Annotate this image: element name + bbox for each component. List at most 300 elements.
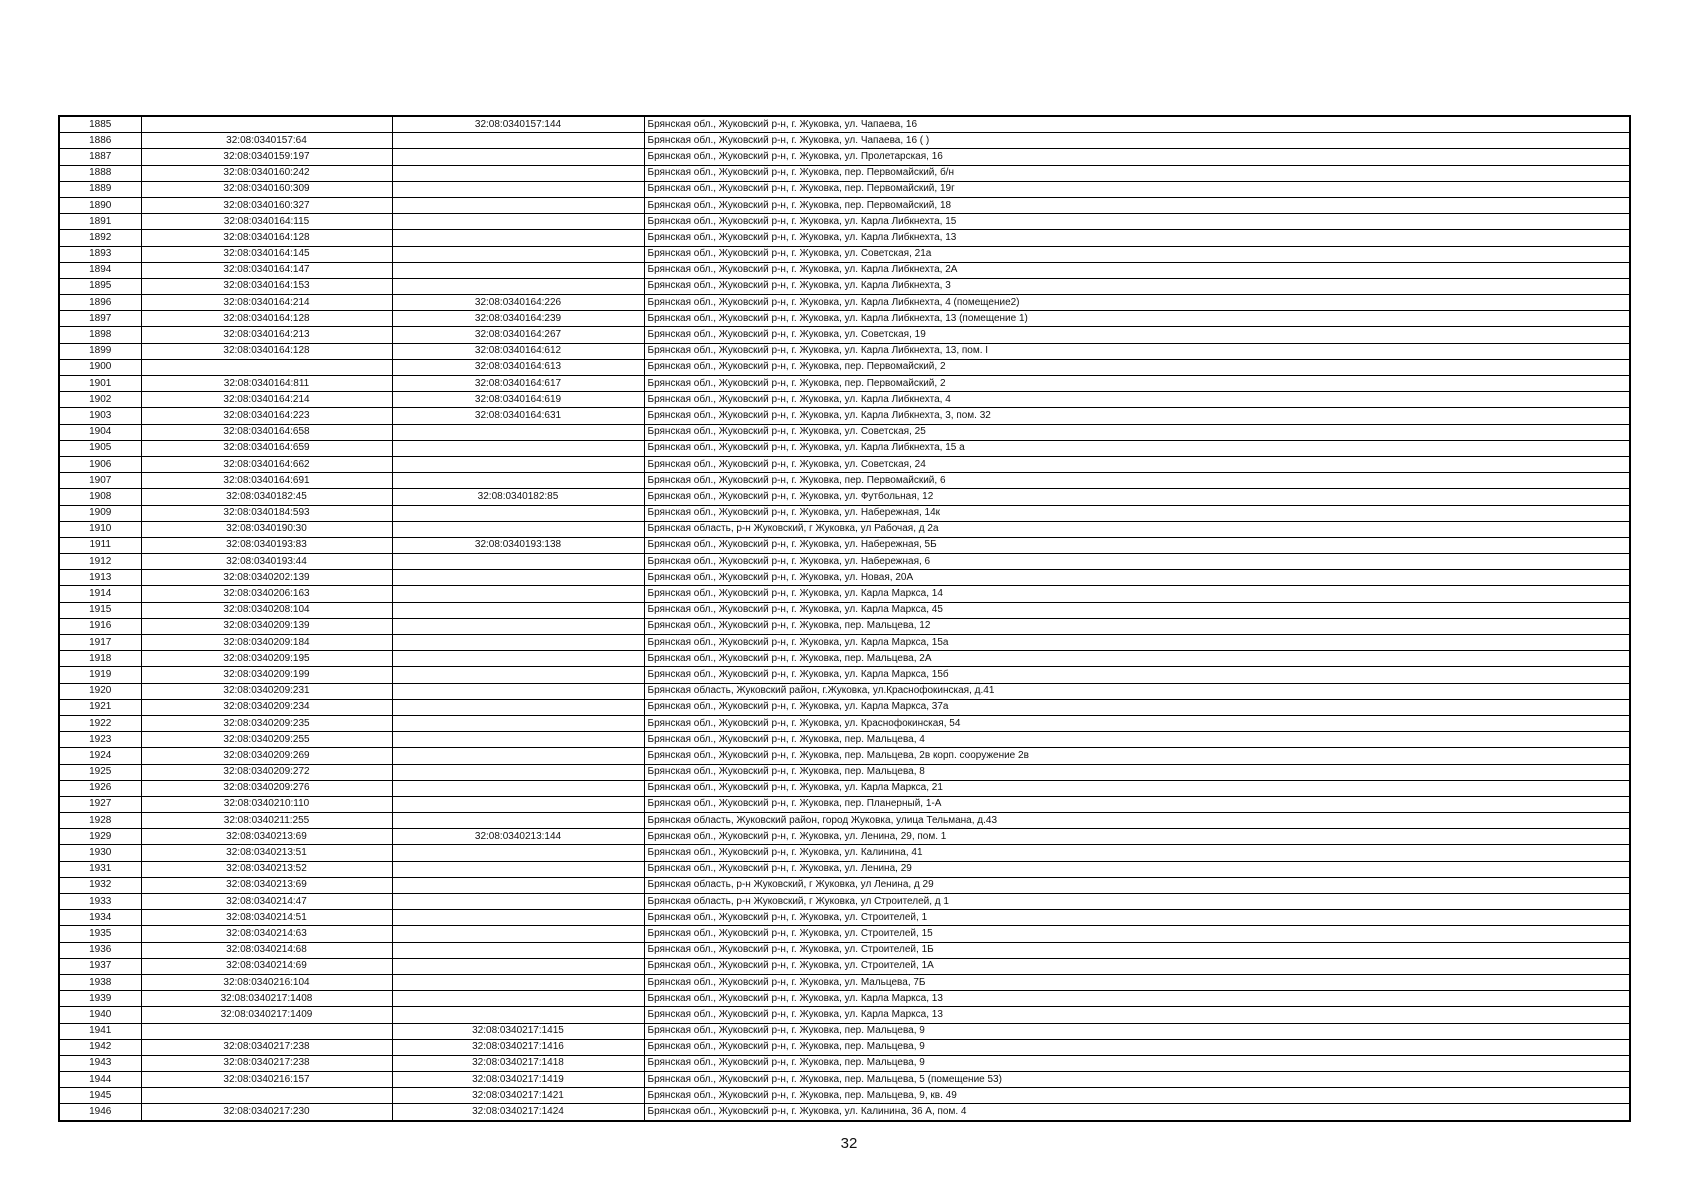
object-cadastral-cell [392,197,644,213]
land-cadastral-cell: 32:08:0340202:139 [141,570,392,586]
address-cell: Брянская обл., Жуковский р-н, г. Жуковка, ул. Строителей, 15 [644,926,1630,942]
land-cadastral-cell: 32:08:0340164:811 [141,376,392,392]
object-cadastral-cell: 32:08:0340217:1416 [392,1039,644,1055]
row-number-cell: 1885 [59,116,141,133]
land-cadastral-cell: 32:08:0340160:309 [141,181,392,197]
land-cadastral-cell: 32:08:0340213:69 [141,877,392,893]
address-cell: Брянская обл., Жуковский р-н, г. Жуковка, ул. Карла Либкнехта, 4 (помещение2) [644,295,1630,311]
address-cell: Брянская обл., Жуковский р-н, г. Жуковка, ул. Калинина, 36 А, пом. 4 [644,1104,1630,1121]
object-cadastral-cell [392,683,644,699]
address-cell: Брянская обл., Жуковский р-н, г. Жуковка, ул. Строителей, 1Б [644,942,1630,958]
address-cell: Брянская обл., Жуковский р-н, г. Жуковка, ул. Карла Либкнехта, 13 [644,230,1630,246]
table-row [59,958,1630,974]
land-cadastral-cell: 32:08:0340160:242 [141,165,392,181]
row-number-cell: 1912 [59,554,141,570]
table-row [59,230,1630,246]
object-cadastral-cell [392,796,644,812]
table-row [59,424,1630,440]
address-cell: Брянская обл., Жуковский р-н, г. Жуковка, пер. Мальцева, 9 [644,1023,1630,1039]
address-cell: Брянская обл., Жуковский р-н, г. Жуковка, ул. Советская, 21а [644,246,1630,262]
land-cadastral-cell: 32:08:0340209:269 [141,748,392,764]
table-row [59,618,1630,634]
land-cadastral-cell: 32:08:0340209:255 [141,732,392,748]
land-cadastral-cell: 32:08:0340209:234 [141,699,392,715]
address-cell: Брянская обл., Жуковский р-н, г. Жуковка, ул. Набережная, 5Б [644,537,1630,553]
address-cell: Брянская обл., Жуковский р-н, г. Жуковка, ул. Карла Маркса, 37а [644,699,1630,715]
row-number-cell: 1898 [59,327,141,343]
land-cadastral-cell: 32:08:0340164:213 [141,327,392,343]
row-number-cell: 1921 [59,699,141,715]
address-cell: Брянская обл., Жуковский р-н, г. Жуковка, пер. Первомайский, 2 [644,359,1630,375]
row-number-cell: 1944 [59,1072,141,1088]
object-cadastral-cell: 32:08:0340164:631 [392,408,644,424]
row-number-cell: 1915 [59,602,141,618]
object-cadastral-cell [392,424,644,440]
land-cadastral-cell: 32:08:0340210:110 [141,796,392,812]
object-cadastral-cell [392,570,644,586]
object-cadastral-cell [392,262,644,278]
address-cell: Брянская обл., Жуковский р-н, г. Жуковка, ул. Новая, 20А [644,570,1630,586]
row-number-cell: 1892 [59,230,141,246]
land-cadastral-cell: 32:08:0340217:1408 [141,991,392,1007]
object-cadastral-cell [392,230,644,246]
object-cadastral-cell: 32:08:0340164:239 [392,311,644,327]
land-cadastral-cell: 32:08:0340164:115 [141,214,392,230]
address-cell: Брянская обл., Жуковский р-н, г. Жуковка, ул. Пролетарская, 16 [644,149,1630,165]
row-number-cell: 1886 [59,133,141,149]
row-number-cell: 1907 [59,473,141,489]
table-row [59,635,1630,651]
row-number-cell: 1930 [59,845,141,861]
address-cell: Брянская обл., Жуковский р-н, г. Жуковка, пер. Мальцева, 12 [644,618,1630,634]
object-cadastral-cell [392,246,644,262]
table-row [59,343,1630,359]
table-row [59,521,1630,537]
row-number-cell: 1908 [59,489,141,505]
table-row [59,796,1630,812]
row-number-cell: 1903 [59,408,141,424]
object-cadastral-cell: 32:08:0340164:612 [392,343,644,359]
address-cell: Брянская обл., Жуковский р-н, г. Жуковка, ул. Краснофокинская, 54 [644,715,1630,731]
land-cadastral-cell: 32:08:0340209:184 [141,635,392,651]
row-number-cell: 1904 [59,424,141,440]
table-row [59,149,1630,165]
address-cell: Брянская обл., Жуковский р-н, г. Жуковка, ул. Набережная, 6 [644,554,1630,570]
table-row [59,262,1630,278]
address-cell: Брянская обл., Жуковский р-н, г. Жуковка, ул. Карла Либкнехта, 13, пом. I [644,343,1630,359]
object-cadastral-cell [392,505,644,521]
land-cadastral-cell: 32:08:0340214:47 [141,894,392,910]
page-number: 32 [840,1135,858,1152]
row-number-cell: 1889 [59,181,141,197]
table-row [59,667,1630,683]
registry-table-body [59,116,1630,1121]
row-number-cell: 1890 [59,197,141,213]
land-cadastral-cell [141,1023,392,1039]
land-cadastral-cell: 32:08:0340164:153 [141,278,392,294]
object-cadastral-cell [392,133,644,149]
table-row [59,926,1630,942]
row-number-cell: 1897 [59,311,141,327]
land-cadastral-cell: 32:08:0340182:45 [141,489,392,505]
land-cadastral-cell: 32:08:0340209:199 [141,667,392,683]
address-cell: Брянская обл., Жуковский р-н, г. Жуковка, ул. Карла Либкнехта, 4 [644,392,1630,408]
table-row [59,133,1630,149]
address-cell: Брянская область, р-н Жуковский, г Жуковка, ул Строителей, д 1 [644,894,1630,910]
address-cell: Брянская обл., Жуковский р-н, г. Жуковка, ул. Карла Либкнехта, 15 [644,214,1630,230]
table-row [59,489,1630,505]
address-cell: Брянская обл., Жуковский р-н, г. Жуковка, пер. Первомайский, 18 [644,197,1630,213]
land-cadastral-cell: 32:08:0340160:327 [141,197,392,213]
land-cadastral-cell: 32:08:0340208:104 [141,602,392,618]
row-number-cell: 1933 [59,894,141,910]
object-cadastral-cell [392,214,644,230]
land-cadastral-cell: 32:08:0340214:51 [141,910,392,926]
address-cell: Брянская обл., Жуковский р-н, г. Жуковка, пер. Первомайский, 6 [644,473,1630,489]
object-cadastral-cell: 32:08:0340217:1415 [392,1023,644,1039]
table-row [59,877,1630,893]
address-cell: Брянская область, р-н Жуковский, г Жуковка, ул Рабочая, д 2а [644,521,1630,537]
row-number-cell: 1925 [59,764,141,780]
row-number-cell: 1939 [59,991,141,1007]
table-row [59,214,1630,230]
land-cadastral-cell: 32:08:0340214:63 [141,926,392,942]
object-cadastral-cell [392,861,644,877]
row-number-cell: 1941 [59,1023,141,1039]
land-cadastral-cell: 32:08:0340159:197 [141,149,392,165]
land-cadastral-cell: 32:08:0340164:128 [141,343,392,359]
object-cadastral-cell [392,845,644,861]
object-cadastral-cell [392,456,644,472]
address-cell: Брянская обл., Жуковский р-н, г. Жуковка, ул. Футбольная, 12 [644,489,1630,505]
registry-table [58,115,1631,1122]
land-cadastral-cell: 32:08:0340184:593 [141,505,392,521]
table-row [59,197,1630,213]
table-row [59,683,1630,699]
land-cadastral-cell: 32:08:0340217:238 [141,1039,392,1055]
table-row [59,1039,1630,1055]
row-number-cell: 1911 [59,537,141,553]
table-row [59,813,1630,829]
address-cell: Брянская обл., Жуковский р-н, г. Жуковка, ул. Набережная, 14к [644,505,1630,521]
row-number-cell: 1888 [59,165,141,181]
address-cell: Брянская обл., Жуковский р-н, г. Жуковка, ул. Карла Либкнехта, 13 (помещение 1) [644,311,1630,327]
object-cadastral-cell [392,618,644,634]
row-number-cell: 1899 [59,343,141,359]
table-row [59,1088,1630,1104]
address-cell: Брянская обл., Жуковский р-н, г. Жуковка, ул. Чапаева, 16 ( ) [644,133,1630,149]
table-row [59,602,1630,618]
object-cadastral-cell [392,877,644,893]
address-cell: Брянская обл., Жуковский р-н, г. Жуковка, пер. Мальцева, 9 [644,1039,1630,1055]
row-number-cell: 1918 [59,651,141,667]
table-row [59,651,1630,667]
object-cadastral-cell [392,926,644,942]
address-cell: Брянская обл., Жуковский р-н, г. Жуковка, пер. Мальцева, 9 [644,1055,1630,1071]
object-cadastral-cell: 32:08:0340217:1418 [392,1055,644,1071]
table-row [59,554,1630,570]
address-cell: Брянская обл., Жуковский р-н, г. Жуковка, пер. Планерный, 1-А [644,796,1630,812]
row-number-cell: 1894 [59,262,141,278]
row-number-cell: 1926 [59,780,141,796]
table-row [59,732,1630,748]
row-number-cell: 1936 [59,942,141,958]
land-cadastral-cell: 32:08:0340164:214 [141,392,392,408]
row-number-cell: 1923 [59,732,141,748]
address-cell: Брянская обл., Жуковский р-н, г. Жуковка, ул. Калинина, 41 [644,845,1630,861]
land-cadastral-cell [141,1088,392,1104]
row-number-cell: 1893 [59,246,141,262]
object-cadastral-cell: 32:08:0340213:144 [392,829,644,845]
object-cadastral-cell [392,586,644,602]
land-cadastral-cell: 32:08:0340164:223 [141,408,392,424]
land-cadastral-cell: 32:08:0340209:139 [141,618,392,634]
address-cell: Брянская обл., Жуковский р-н, г. Жуковка, пер. Первомайский, 2 [644,376,1630,392]
land-cadastral-cell: 32:08:0340164:128 [141,230,392,246]
table-row [59,586,1630,602]
object-cadastral-cell [392,780,644,796]
land-cadastral-cell: 32:08:0340213:69 [141,829,392,845]
address-cell: Брянская область, Жуковский район, город Жуковка, улица Тельмана, д.43 [644,813,1630,829]
row-number-cell: 1937 [59,958,141,974]
row-number-cell: 1909 [59,505,141,521]
object-cadastral-cell [392,181,644,197]
table-row [59,278,1630,294]
address-cell: Брянская обл., Жуковский р-н, г. Жуковка, ул. Советская, 25 [644,424,1630,440]
object-cadastral-cell [392,991,644,1007]
row-number-cell: 1919 [59,667,141,683]
land-cadastral-cell: 32:08:0340193:83 [141,537,392,553]
address-cell: Брянская обл., Жуковский р-н, г. Жуковка, ул. Ленина, 29, пом. 1 [644,829,1630,845]
object-cadastral-cell: 32:08:0340164:613 [392,359,644,375]
land-cadastral-cell: 32:08:0340214:69 [141,958,392,974]
table-row [59,748,1630,764]
address-cell: Брянская обл., Жуковский р-н, г. Жуковка, ул. Карла Либкнехта, 3, пом. 32 [644,408,1630,424]
table-row [59,295,1630,311]
table-row [59,845,1630,861]
object-cadastral-cell: 32:08:0340182:85 [392,489,644,505]
object-cadastral-cell [392,1007,644,1023]
land-cadastral-cell: 32:08:0340164:659 [141,440,392,456]
land-cadastral-cell [141,116,392,133]
object-cadastral-cell [392,894,644,910]
address-cell: Брянская обл., Жуковский р-н, г. Жуковка, ул. Карла Либкнехта, 15 а [644,440,1630,456]
object-cadastral-cell [392,732,644,748]
row-number-cell: 1910 [59,521,141,537]
object-cadastral-cell [392,699,644,715]
land-cadastral-cell: 32:08:0340164:214 [141,295,392,311]
table-row [59,456,1630,472]
table-row [59,327,1630,343]
object-cadastral-cell [392,602,644,618]
object-cadastral-cell [392,278,644,294]
object-cadastral-cell [392,165,644,181]
land-cadastral-cell: 32:08:0340216:104 [141,974,392,990]
table-row [59,246,1630,262]
land-cadastral-cell: 32:08:0340217:238 [141,1055,392,1071]
row-number-cell: 1932 [59,877,141,893]
object-cadastral-cell [392,910,644,926]
object-cadastral-cell: 32:08:0340193:138 [392,537,644,553]
object-cadastral-cell [392,473,644,489]
land-cadastral-cell: 32:08:0340164:147 [141,262,392,278]
address-cell: Брянская обл., Жуковский р-н, г. Жуковка, ул. Строителей, 1А [644,958,1630,974]
address-cell: Брянская обл., Жуковский р-н, г. Жуковка, ул. Карла Маркса, 15б [644,667,1630,683]
address-cell: Брянская обл., Жуковский р-н, г. Жуковка, ул. Карла Маркса, 45 [644,602,1630,618]
address-cell: Брянская обл., Жуковский р-н, г. Жуковка, ул. Карла Маркса, 13 [644,991,1630,1007]
address-cell: Брянская обл., Жуковский р-н, г. Жуковка, пер. Мальцева, 9, кв. 49 [644,1088,1630,1104]
row-number-cell: 1946 [59,1104,141,1121]
land-cadastral-cell: 32:08:0340213:51 [141,845,392,861]
object-cadastral-cell [392,667,644,683]
address-cell: Брянская обл., Жуковский р-н, г. Жуковка, пер. Мальцева, 8 [644,764,1630,780]
table-row [59,165,1630,181]
table-row [59,181,1630,197]
row-number-cell: 1927 [59,796,141,812]
table-row [59,1072,1630,1088]
row-number-cell: 1934 [59,910,141,926]
object-cadastral-cell [392,715,644,731]
table-row [59,1023,1630,1039]
row-number-cell: 1928 [59,813,141,829]
table-row [59,1055,1630,1071]
object-cadastral-cell [392,974,644,990]
table-row [59,505,1630,521]
land-cadastral-cell: 32:08:0340213:52 [141,861,392,877]
registry-sheet [58,115,1629,1122]
land-cadastral-cell: 32:08:0340206:163 [141,586,392,602]
object-cadastral-cell: 32:08:0340157:144 [392,116,644,133]
table-row [59,473,1630,489]
object-cadastral-cell: 32:08:0340164:226 [392,295,644,311]
row-number-cell: 1929 [59,829,141,845]
table-row [59,861,1630,877]
address-cell: Брянская обл., Жуковский р-н, г. Жуковка, пер. Мальцева, 2в корп. сооружение 2в [644,748,1630,764]
row-number-cell: 1931 [59,861,141,877]
address-cell: Брянская обл., Жуковский р-н, г. Жуковка, ул. Ленина, 29 [644,861,1630,877]
table-row [59,116,1630,133]
land-cadastral-cell: 32:08:0340209:235 [141,715,392,731]
table-row [59,440,1630,456]
address-cell: Брянская обл., Жуковский р-н, г. Жуковка, пер. Мальцева, 2А [644,651,1630,667]
table-row [59,894,1630,910]
address-cell: Брянская обл., Жуковский р-н, г. Жуковка, ул. Советская, 19 [644,327,1630,343]
object-cadastral-cell [392,440,644,456]
address-cell: Брянская обл., Жуковский р-н, г. Жуковка, ул. Чапаева, 16 [644,116,1630,133]
table-row [59,570,1630,586]
row-number-cell: 1887 [59,149,141,165]
table-row [59,699,1630,715]
row-number-cell: 1945 [59,1088,141,1104]
table-row [59,974,1630,990]
address-cell: Брянская область, Жуковский район, г.Жуковка, ул.Краснофокинская, д.41 [644,683,1630,699]
object-cadastral-cell: 32:08:0340217:1419 [392,1072,644,1088]
address-cell: Брянская обл., Жуковский р-н, г. Жуковка, ул. Карла Либкнехта, 3 [644,278,1630,294]
row-number-cell: 1914 [59,586,141,602]
object-cadastral-cell [392,635,644,651]
address-cell: Брянская обл., Жуковский р-н, г. Жуковка, пер. Мальцева, 5 (помещение 53) [644,1072,1630,1088]
table-row [59,359,1630,375]
object-cadastral-cell: 32:08:0340217:1424 [392,1104,644,1121]
object-cadastral-cell: 32:08:0340217:1421 [392,1088,644,1104]
land-cadastral-cell: 32:08:0340216:157 [141,1072,392,1088]
row-number-cell: 1942 [59,1039,141,1055]
row-number-cell: 1896 [59,295,141,311]
object-cadastral-cell [392,748,644,764]
row-number-cell: 1913 [59,570,141,586]
land-cadastral-cell: 32:08:0340157:64 [141,133,392,149]
land-cadastral-cell: 32:08:0340164:145 [141,246,392,262]
row-number-cell: 1901 [59,376,141,392]
table-row [59,537,1630,553]
object-cadastral-cell [392,764,644,780]
object-cadastral-cell [392,651,644,667]
object-cadastral-cell [392,942,644,958]
table-row [59,910,1630,926]
land-cadastral-cell: 32:08:0340209:276 [141,780,392,796]
land-cadastral-cell: 32:08:0340209:195 [141,651,392,667]
address-cell: Брянская обл., Жуковский р-н, г. Жуковка, ул. Карла Либкнехта, 2А [644,262,1630,278]
address-cell: Брянская обл., Жуковский р-н, г. Жуковка, ул. Карла Маркса, 15а [644,635,1630,651]
land-cadastral-cell: 32:08:0340164:691 [141,473,392,489]
land-cadastral-cell: 32:08:0340217:230 [141,1104,392,1121]
land-cadastral-cell: 32:08:0340209:272 [141,764,392,780]
object-cadastral-cell [392,149,644,165]
address-cell: Брянская обл., Жуковский р-н, г. Жуковка, ул. Карла Маркса, 21 [644,780,1630,796]
row-number-cell: 1906 [59,456,141,472]
row-number-cell: 1916 [59,618,141,634]
object-cadastral-cell: 32:08:0340164:617 [392,376,644,392]
row-number-cell: 1895 [59,278,141,294]
table-row [59,780,1630,796]
table-row [59,376,1630,392]
table-row [59,715,1630,731]
object-cadastral-cell: 32:08:0340164:619 [392,392,644,408]
object-cadastral-cell [392,521,644,537]
row-number-cell: 1920 [59,683,141,699]
land-cadastral-cell: 32:08:0340164:658 [141,424,392,440]
address-cell: Брянская обл., Жуковский р-н, г. Жуковка, пер. Первомайский, 19г [644,181,1630,197]
address-cell: Брянская обл., Жуковский р-н, г. Жуковка, ул. Карла Маркса, 13 [644,1007,1630,1023]
land-cadastral-cell: 32:08:0340164:128 [141,311,392,327]
table-row [59,1007,1630,1023]
object-cadastral-cell: 32:08:0340164:267 [392,327,644,343]
row-number-cell: 1940 [59,1007,141,1023]
land-cadastral-cell: 32:08:0340190:30 [141,521,392,537]
row-number-cell: 1935 [59,926,141,942]
land-cadastral-cell: 32:08:0340164:662 [141,456,392,472]
table-row [59,408,1630,424]
table-row [59,991,1630,1007]
land-cadastral-cell: 32:08:0340211:255 [141,813,392,829]
object-cadastral-cell [392,958,644,974]
object-cadastral-cell [392,813,644,829]
row-number-cell: 1900 [59,359,141,375]
row-number-cell: 1924 [59,748,141,764]
object-cadastral-cell [392,554,644,570]
land-cadastral-cell: 32:08:0340217:1409 [141,1007,392,1023]
row-number-cell: 1917 [59,635,141,651]
land-cadastral-cell: 32:08:0340193:44 [141,554,392,570]
row-number-cell: 1938 [59,974,141,990]
address-cell: Брянская обл., Жуковский р-н, г. Жуковка, ул. Карла Маркса, 14 [644,586,1630,602]
table-row [59,1104,1630,1121]
row-number-cell: 1902 [59,392,141,408]
address-cell: Брянская область, р-н Жуковский, г Жуковка, ул Ленина, д 29 [644,877,1630,893]
table-row [59,392,1630,408]
address-cell: Брянская обл., Жуковский р-н, г. Жуковка, ул. Советская, 24 [644,456,1630,472]
row-number-cell: 1891 [59,214,141,230]
